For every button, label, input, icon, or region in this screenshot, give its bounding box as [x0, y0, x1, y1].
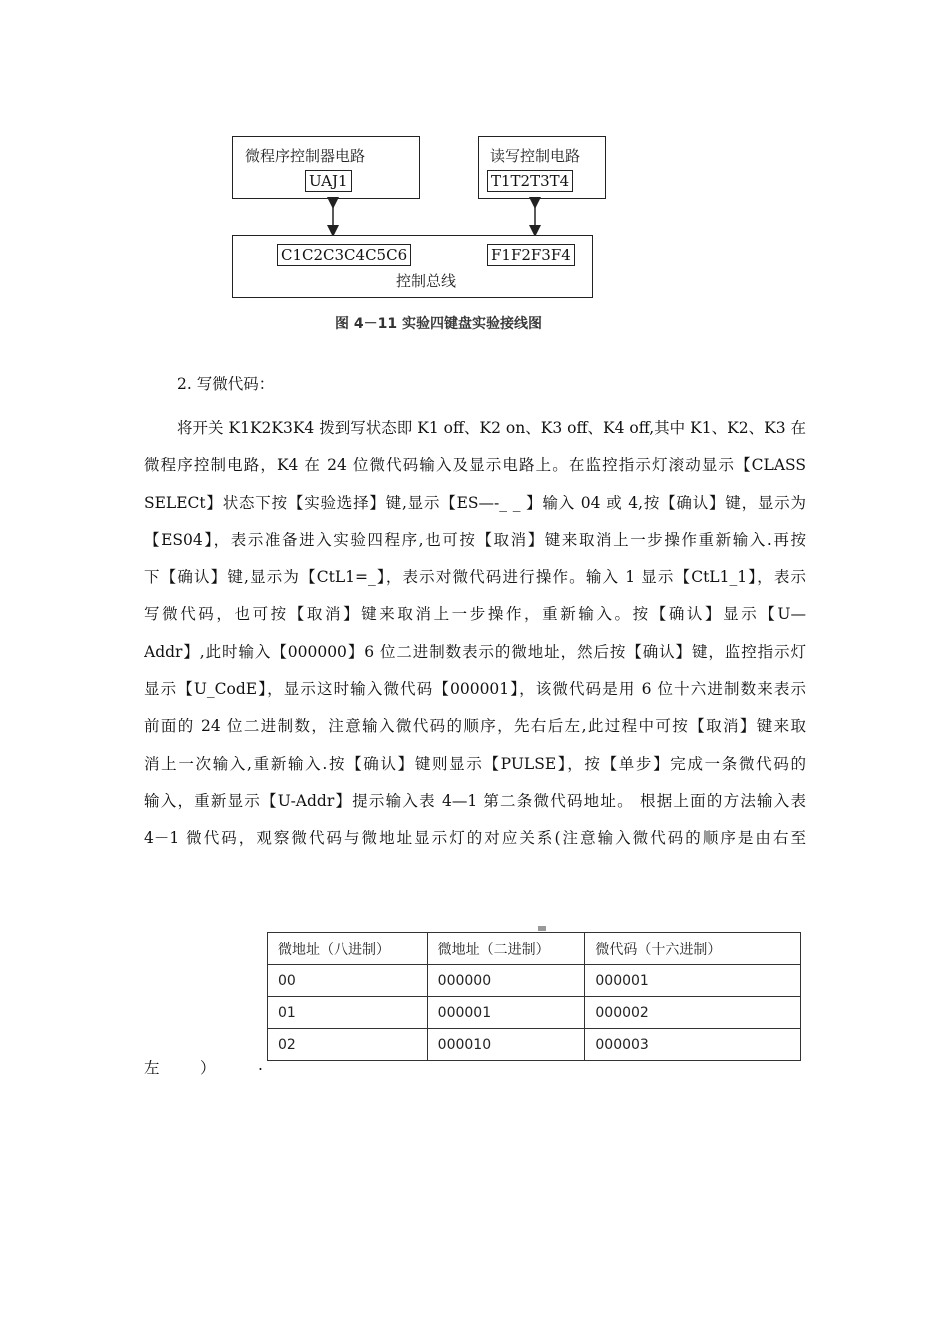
header-cell: 微地址（二进制）: [427, 933, 585, 965]
table-cell: 00: [268, 965, 428, 997]
table-cell: 000002: [585, 997, 801, 1029]
control-bus-title: 控制总线: [396, 272, 457, 290]
table-row: [268, 1029, 801, 1061]
header-cell: 微地址（八进制）: [268, 933, 428, 965]
f1-f4-label: F1F2F3F4: [487, 244, 575, 266]
table-cell: 01: [268, 997, 428, 1029]
body-line: 消上一次输入,重新输入.按【确认】键则显示【PULSE】，按【单步】完成一条微代码的: [144, 754, 806, 773]
trailing-dot: .: [258, 1056, 263, 1074]
table-anchor-marker: [538, 926, 546, 931]
table-cell: 000003: [585, 1029, 801, 1061]
trailing-left-char: 左: [144, 1059, 160, 1077]
table-header-row: [268, 933, 801, 965]
table-cell: 000010: [427, 1029, 585, 1061]
table-cell: 000000: [427, 965, 585, 997]
microcode-table: [267, 932, 801, 1061]
body-line: SELECt】状态下按【实验选择】键,显示【ES—-_ _ 】输入 04 或 4,按【确认】键，显示为: [144, 493, 806, 512]
table-row: [268, 997, 801, 1029]
body-line: 写微代码，也可按【取消】键来取消上一步操作，重新输入。按【确认】显示【U—: [144, 605, 806, 624]
t1t2t3t4-label: T1T2T3T4: [487, 170, 573, 192]
rw-control-title: 读写控制电路: [490, 147, 581, 165]
header-cell: 微代码（十六进制）: [585, 933, 801, 965]
table-row: [268, 965, 801, 997]
body-line: Addr】,此时输入【000000】6 位二进制数表示的微地址，然后按【确认】键，监控指示灯: [144, 642, 806, 661]
table-cell: 02: [268, 1029, 428, 1061]
body-line: 将开关 K1K2K3K4 拨到写状态即 K1 off、K2 on、K3 off、K4 off,其中 K1、K2、K3 在: [177, 419, 806, 437]
body-line: 微程序控制电路，K4 在 24 位微代码输入及显示电路上。在监控指示灯滚动显示【CLASS: [144, 456, 806, 475]
uaj1-label: UAJ1: [305, 170, 352, 192]
microprogram-controller-title: 微程序控制器电路: [245, 147, 366, 165]
table-cell: 000001: [585, 965, 801, 997]
body-line: 前面的 24 位二进制数，注意输入微代码的顺序，先右后左,此过程中可按【取消】键来取: [144, 717, 806, 736]
body-line: 4－1 微代码，观察微代码与微地址显示灯的对应关系(注意输入微代码的顺序是由右至: [144, 829, 806, 848]
trailing-paren: ）: [200, 1059, 216, 1077]
body-line: 下【确认】键,显示为【CtL1=_】，表示对微代码进行操作。输入 1 显示【CtL1_1】，表示: [144, 568, 806, 587]
body-line: 输入，重新显示【U-Addr】提示输入表 4—1 第二条微代码地址。 根据上面的方法输入表: [144, 791, 806, 810]
figure-caption: 图 4－11 实验四键盘实验接线图: [335, 316, 542, 332]
table-cell: 000001: [427, 997, 585, 1029]
c1-c6-label: C1C2C3C4C5C6: [277, 244, 411, 266]
body-paragraph: [144, 410, 806, 858]
section-heading: 2. 写微代码：: [177, 375, 275, 393]
body-line: 【ES04】，表示准备进入实验四程序,也可按【取消】键来取消上一步操作重新输入.再按: [144, 530, 806, 549]
body-line: 显示【U_CodE】，显示这时输入微代码【000001】，该微代码是用 6 位十六进制数来表示: [144, 680, 806, 699]
